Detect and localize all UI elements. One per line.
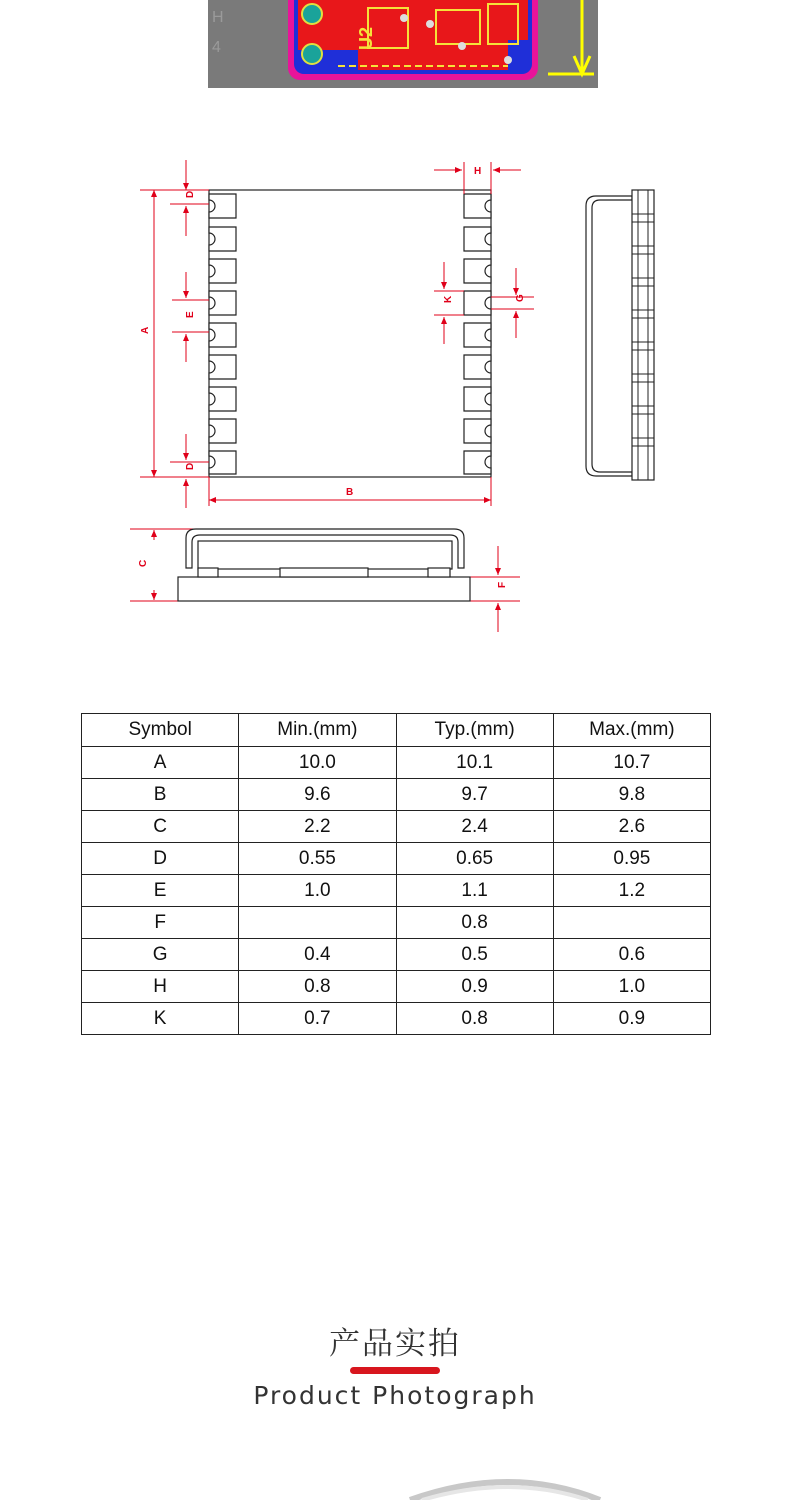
cell-typ: 9.7: [396, 779, 553, 811]
dim-label-d-top: D: [185, 190, 196, 198]
cell-symbol: E: [82, 875, 239, 907]
dim-label-e: E: [185, 311, 196, 318]
title-underline: [350, 1367, 440, 1374]
table-row: [82, 971, 711, 1003]
header-symbol: Symbol: [82, 714, 239, 747]
silkscreen-label: U2: [356, 26, 376, 50]
dim-label-d-bottom: D: [185, 462, 196, 470]
cell-symbol: G: [82, 939, 239, 971]
module-front-view: [178, 529, 470, 601]
via-pad: [302, 4, 322, 24]
table-row: [82, 939, 711, 971]
cell-max: 1.2: [553, 875, 710, 907]
cell-max: 0.95: [553, 843, 710, 875]
cell-typ: 0.9: [396, 971, 553, 1003]
cell-max: 0.6: [553, 939, 710, 971]
via-pad: [302, 44, 322, 64]
cell-max: 2.6: [553, 811, 710, 843]
table-row: [82, 811, 711, 843]
dim-label-b: B: [346, 487, 354, 498]
table-header-row: [82, 714, 711, 747]
dim-label-f: F: [497, 581, 508, 588]
table-row: [82, 907, 711, 939]
module-top-view: [209, 190, 491, 477]
cell-min: 0.4: [239, 939, 396, 971]
table-row: [82, 843, 711, 875]
cell-max: [553, 907, 710, 939]
section-subtitle: Product Photograph: [253, 1381, 537, 1410]
via: [426, 20, 434, 28]
cell-min: 0.7: [239, 1003, 396, 1035]
pcb-layout-image: [208, 0, 598, 88]
table-row: [82, 1003, 711, 1035]
cell-min: 2.2: [239, 811, 396, 843]
cell-min: 1.0: [239, 875, 396, 907]
table-row: [82, 875, 711, 907]
cell-typ: 1.1: [396, 875, 553, 907]
dim-label-h: H: [474, 166, 482, 177]
cell-max: 0.9: [553, 1003, 710, 1035]
cell-min: 9.6: [239, 779, 396, 811]
cell-min: 0.55: [239, 843, 396, 875]
cell-min: [239, 907, 396, 939]
cell-max: 9.8: [553, 779, 710, 811]
side-mark: H: [212, 9, 224, 26]
table-row: [82, 779, 711, 811]
cell-symbol: H: [82, 971, 239, 1003]
cell-min: 0.8: [239, 971, 396, 1003]
via: [400, 14, 408, 22]
table-row: [82, 747, 711, 779]
cell-symbol: K: [82, 1003, 239, 1035]
dim-label-g: G: [515, 294, 526, 302]
side-mark: 4: [212, 39, 221, 56]
cell-typ: 0.8: [396, 1003, 553, 1035]
cell-typ: 0.5: [396, 939, 553, 971]
cell-typ: 10.1: [396, 747, 553, 779]
dimension-drawing: [0, 140, 790, 640]
cell-typ: 0.65: [396, 843, 553, 875]
product-photo-peek: [400, 1470, 620, 1500]
cell-symbol: B: [82, 779, 239, 811]
cell-typ: 0.8: [396, 907, 553, 939]
header-typ: Typ.(mm): [396, 714, 553, 747]
module-side-view: [586, 190, 654, 480]
section-title: 产品实拍: [329, 1326, 461, 1362]
dim-label-k: K: [443, 295, 454, 303]
dim-label-a: A: [140, 326, 151, 334]
via: [458, 42, 466, 50]
dim-label-c: C: [138, 559, 149, 567]
dimension-spec-table: [81, 713, 711, 1035]
cell-min: 10.0: [239, 747, 396, 779]
cell-typ: 2.4: [396, 811, 553, 843]
header-max: Max.(mm): [553, 714, 710, 747]
header-min: Min.(mm): [239, 714, 396, 747]
cell-symbol: C: [82, 811, 239, 843]
via: [504, 56, 512, 64]
cell-symbol: D: [82, 843, 239, 875]
cell-symbol: F: [82, 907, 239, 939]
cell-max: 10.7: [553, 747, 710, 779]
cell-symbol: A: [82, 747, 239, 779]
cell-max: 1.0: [553, 971, 710, 1003]
